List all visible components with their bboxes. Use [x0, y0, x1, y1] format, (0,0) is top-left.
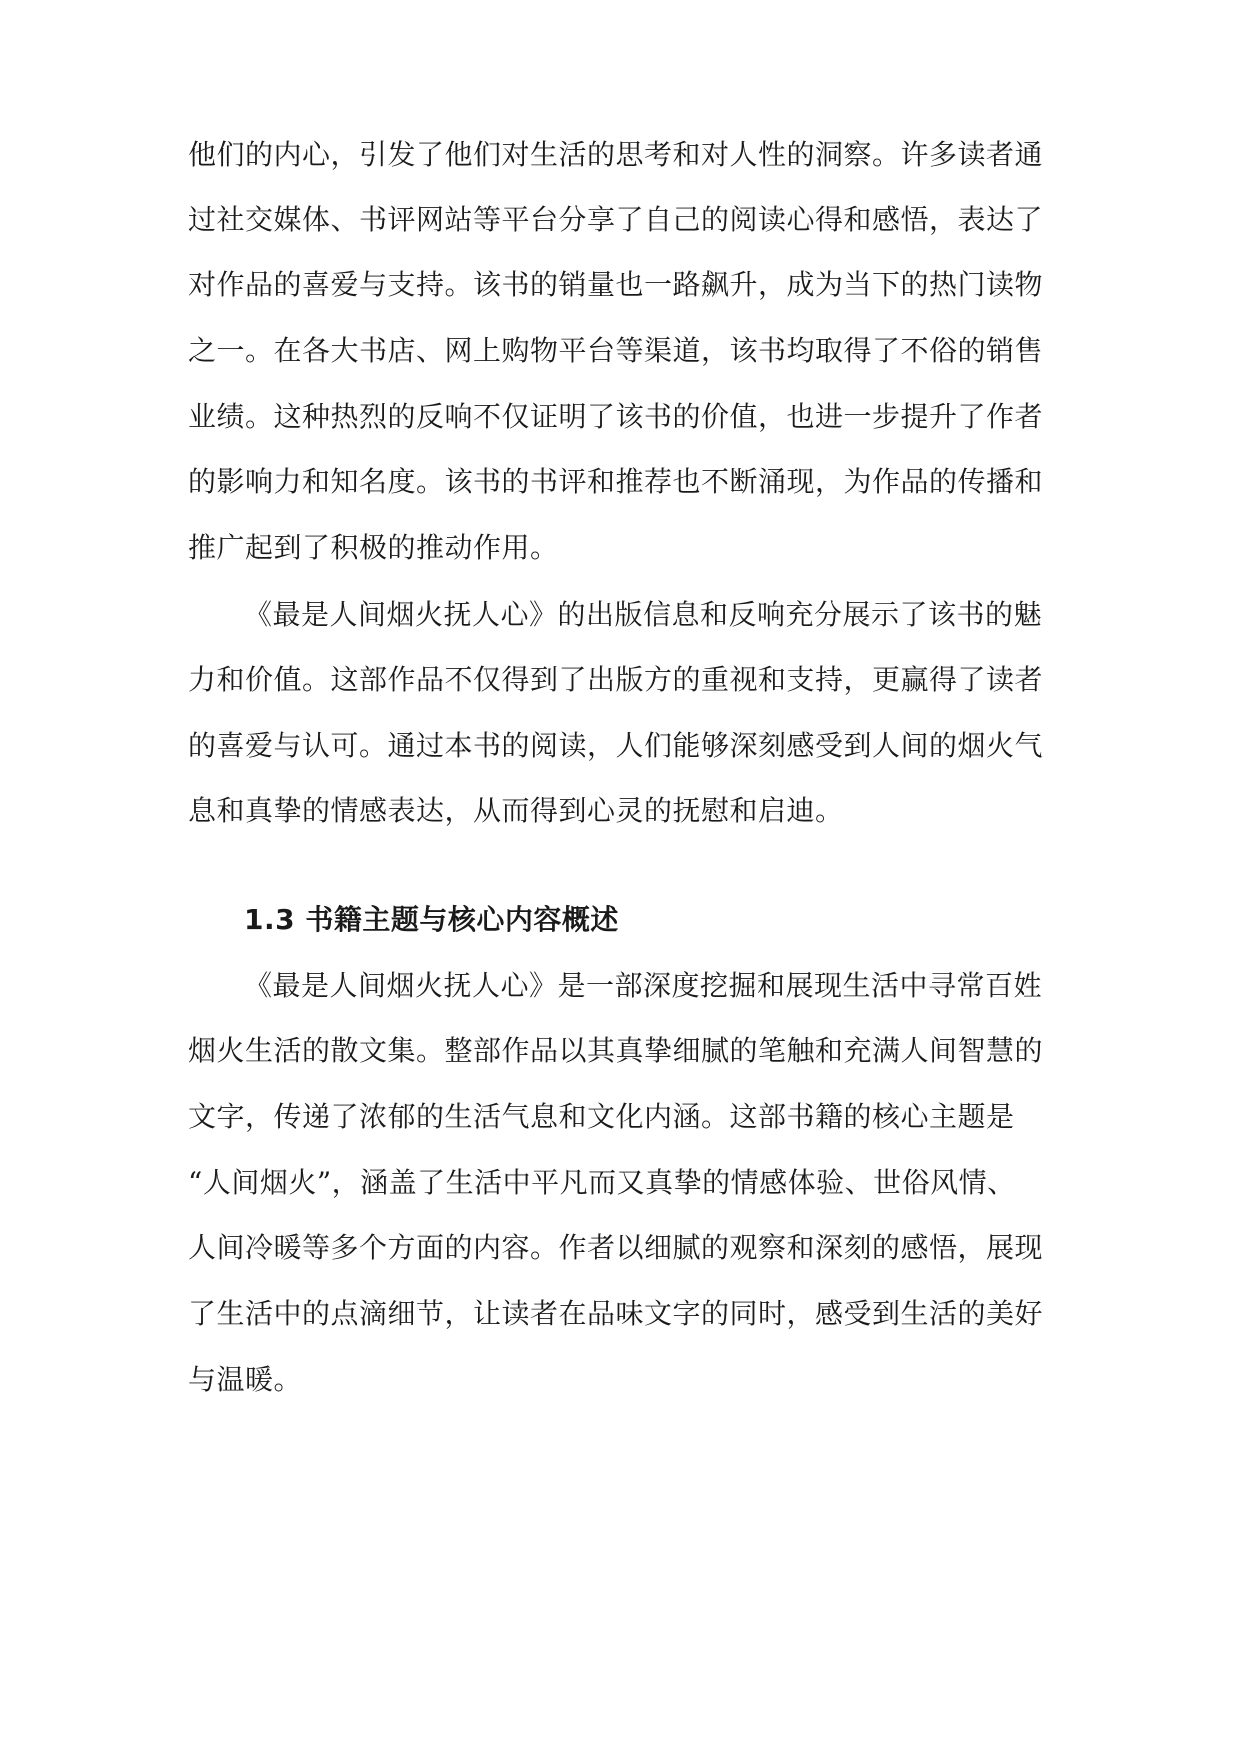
section-paragraph-line-2: 烟火生活的散文集。整部作品以其真挚细腻的笔触和充满人间智慧的	[188, 1034, 1044, 1067]
section-paragraph-line-3: 文字，传递了浓郁的生活气息和文化内涵。这部书籍的核心主题是	[188, 1100, 1015, 1133]
section-paragraph-line-7: 与温暖。	[188, 1363, 303, 1396]
paragraph-1-line-7: 推广起到了积极的推动作用。	[188, 531, 559, 564]
section-paragraph-line-6: 了生活中的点滴细节，让读者在品味文字的同时，感受到生活的美好	[188, 1297, 1044, 1330]
paragraph-2-line-1: 《最是人间烟火抚人心》的出版信息和反响充分展示了该书的魅	[244, 598, 1043, 631]
paragraph-1-line-5: 业绩。这种热烈的反响不仅证明了该书的价值，也进一步提升了作者	[188, 400, 1044, 433]
paragraph-1-line-3: 对作品的喜爱与支持。该书的销量也一路飙升，成为当下的热门读物	[188, 268, 1044, 301]
paragraph-2-line-4: 息和真挚的情感表达，从而得到心灵的抚慰和启迪。	[188, 794, 844, 827]
paragraph-1-line-6: 的影响力和知名度。该书的书评和推荐也不断涌现，为作品的传播和	[188, 465, 1044, 498]
section-heading: 1.3 书籍主题与核心内容概述	[244, 903, 619, 936]
section-paragraph-line-1: 《最是人间烟火抚人心》是一部深度挖掘和展现生活中寻常百姓	[244, 969, 1043, 1002]
paragraph-1-line-1: 他们的内心，引发了他们对生活的思考和对人性的洞察。许多读者通	[188, 138, 1044, 171]
section-paragraph-line-4: “人间烟火”，涵盖了生活中平凡而又真挚的情感体验、世俗风情、	[188, 1166, 1016, 1199]
paragraph-2-line-2: 力和价值。这部作品不仅得到了出版方的重视和支持，更赢得了读者	[188, 663, 1044, 696]
paragraph-1-line-4: 之一。在各大书店、网上购物平台等渠道，该书均取得了不俗的销售	[188, 334, 1044, 367]
section-paragraph-line-5: 人间冷暖等多个方面的内容。作者以细腻的观察和深刻的感悟，展现	[188, 1231, 1044, 1264]
paragraph-2-line-3: 的喜爱与认可。通过本书的阅读，人们能够深刻感受到人间的烟火气	[188, 729, 1044, 762]
paragraph-1-line-2: 过社交媒体、书评网站等平台分享了自己的阅读心得和感悟，表达了	[188, 203, 1044, 236]
